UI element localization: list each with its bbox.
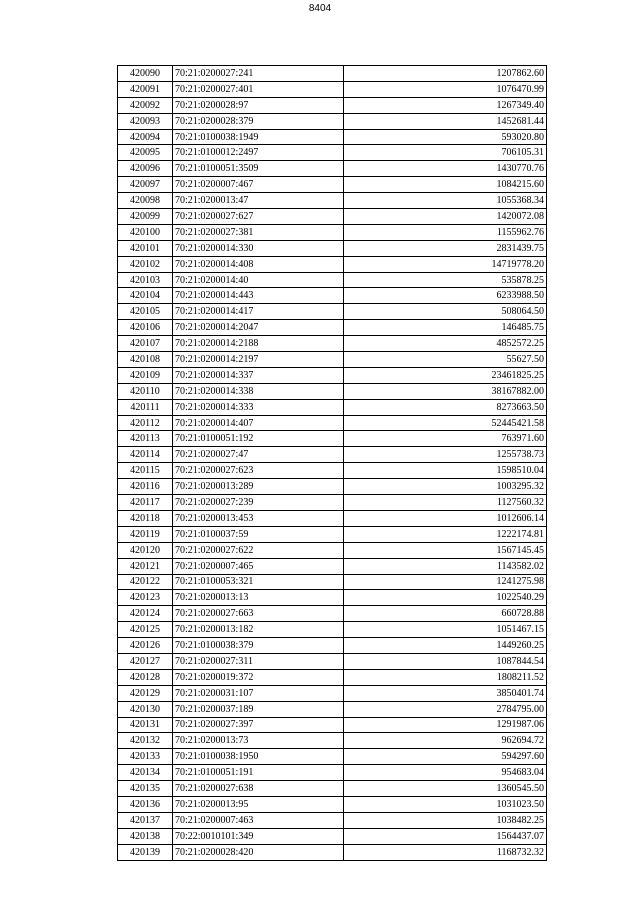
table-row (118, 240, 547, 256)
cadastral-value-cell: 1430770.76 (344, 161, 547, 177)
cadastral-number-cell: 70:21:0200027:239 (173, 495, 344, 511)
row-number-cell: 420118 (118, 510, 173, 526)
cadastral-number-cell: 70:21:0200013:13 (173, 590, 344, 606)
cadastral-number-cell: 70:21:0200019:372 (173, 669, 344, 685)
cadastral-number-cell: 70:21:0200027:623 (173, 463, 344, 479)
cadastral-number-cell: 70:21:0100051:192 (173, 431, 344, 447)
row-number-cell: 420123 (118, 590, 173, 606)
cadastral-number-cell: 70:21:0200027:627 (173, 209, 344, 225)
row-number-cell: 420090 (118, 66, 173, 82)
cadastral-value-cell: 1038482.25 (344, 812, 547, 828)
row-number-cell: 420101 (118, 240, 173, 256)
cadastral-value-cell: 1127560.32 (344, 495, 547, 511)
cadastral-number-cell: 70:21:0200013:73 (173, 733, 344, 749)
cadastral-number-cell: 70:21:0200014:408 (173, 256, 344, 272)
table-row (118, 828, 547, 844)
cadastral-value-cell: 4852572.25 (344, 336, 547, 352)
cadastral-number-cell: 70:21:0100038:1950 (173, 749, 344, 765)
cadastral-number-cell: 70:21:0100051:191 (173, 765, 344, 781)
table-row (118, 463, 547, 479)
row-number-cell: 420093 (118, 113, 173, 129)
table-row (118, 590, 547, 606)
table-row (118, 510, 547, 526)
cadastral-number-cell: 70:21:0200028:97 (173, 97, 344, 113)
table-row (118, 97, 547, 113)
cadastral-number-cell: 70:21:0200027:381 (173, 224, 344, 240)
row-number-cell: 420111 (118, 399, 173, 415)
table-row (118, 352, 547, 368)
table-row (118, 701, 547, 717)
table-row (118, 622, 547, 638)
cadastral-number-cell: 70:21:0200014:2197 (173, 352, 344, 368)
cadastral-number-cell: 70:21:0100037:59 (173, 526, 344, 542)
cadastral-number-cell: 70:21:0200027:311 (173, 653, 344, 669)
table-row (118, 193, 547, 209)
cadastral-value-cell: 1087844.54 (344, 653, 547, 669)
table-row (118, 733, 547, 749)
table-row (118, 177, 547, 193)
cadastral-number-cell: 70:21:0200014:2047 (173, 320, 344, 336)
table-row (118, 81, 547, 97)
cadastral-value-cell: 1598510.04 (344, 463, 547, 479)
row-number-cell: 420117 (118, 495, 173, 511)
cadastral-value-cell: 1012606.14 (344, 510, 547, 526)
cadastral-number-cell: 70:21:0200027:47 (173, 447, 344, 463)
row-number-cell: 420100 (118, 224, 173, 240)
row-number-cell: 420120 (118, 542, 173, 558)
table-row (118, 447, 547, 463)
row-number-cell: 420119 (118, 526, 173, 542)
cadastral-value-cell: 1567145.45 (344, 542, 547, 558)
table-row (118, 224, 547, 240)
row-number-cell: 420097 (118, 177, 173, 193)
row-number-cell: 420130 (118, 701, 173, 717)
table-row (118, 574, 547, 590)
cadastral-value-cell: 38167882.00 (344, 383, 547, 399)
table-row (118, 685, 547, 701)
cadastral-value-cell: 14719778.20 (344, 256, 547, 272)
cadastral-value-cell: 1255738.73 (344, 447, 547, 463)
cadastral-number-cell: 70:21:0200027:397 (173, 717, 344, 733)
table-row (118, 304, 547, 320)
cadastral-value-cell: 8273663.50 (344, 399, 547, 415)
cadastral-number-cell: 70:21:0200027:401 (173, 81, 344, 97)
cadastral-value-cell: 508064.50 (344, 304, 547, 320)
row-number-cell: 420121 (118, 558, 173, 574)
cadastral-value-cell: 1808211.52 (344, 669, 547, 685)
table-row (118, 542, 547, 558)
cadastral-number-cell: 70:21:0200013:182 (173, 622, 344, 638)
row-number-cell: 420104 (118, 288, 173, 304)
table-row (118, 399, 547, 415)
row-number-cell: 420136 (118, 796, 173, 812)
cadastral-value-cell: 535878.25 (344, 272, 547, 288)
page-number: 8404 (308, 3, 332, 14)
cadastral-number-cell: 70:21:0200007:465 (173, 558, 344, 574)
cadastral-value-cell: 593020.80 (344, 129, 547, 145)
row-number-cell: 420125 (118, 622, 173, 638)
row-number-cell: 420092 (118, 97, 173, 113)
row-number-cell: 420098 (118, 193, 173, 209)
cadastral-value-cell: 2831439.75 (344, 240, 547, 256)
cadastral-value-cell: 1143582.02 (344, 558, 547, 574)
row-number-cell: 420116 (118, 479, 173, 495)
cadastral-number-cell: 70:21:0200013:95 (173, 796, 344, 812)
cadastral-value-cell: 1076470.99 (344, 81, 547, 97)
row-number-cell: 420135 (118, 781, 173, 797)
row-number-cell: 420114 (118, 447, 173, 463)
table-row (118, 765, 547, 781)
cadastral-number-cell: 70:21:0100051:3509 (173, 161, 344, 177)
cadastral-number-cell: 70:21:0200014:40 (173, 272, 344, 288)
row-number-cell: 420110 (118, 383, 173, 399)
cadastral-number-cell: 70:21:0200013:453 (173, 510, 344, 526)
table-row (118, 320, 547, 336)
row-number-cell: 420107 (118, 336, 173, 352)
cadastral-number-cell: 70:21:0200007:467 (173, 177, 344, 193)
table-row (118, 796, 547, 812)
cadastral-number-cell: 70:21:0100038:379 (173, 638, 344, 654)
cadastral-number-cell: 70:21:0100012:2497 (173, 145, 344, 161)
cadastral-value-cell: 1222174.81 (344, 526, 547, 542)
cadastral-value-cell: 1452681.44 (344, 113, 547, 129)
row-number-cell: 420096 (118, 161, 173, 177)
cadastral-value-cell: 763971.60 (344, 431, 547, 447)
table-row (118, 749, 547, 765)
cadastral-value-cell: 1420072.08 (344, 209, 547, 225)
table-row (118, 431, 547, 447)
cadastral-number-cell: 70:21:0100038:1949 (173, 129, 344, 145)
table-row (118, 288, 547, 304)
cadastral-number-cell: 70:21:0200028:379 (173, 113, 344, 129)
row-number-cell: 420122 (118, 574, 173, 590)
row-number-cell: 420128 (118, 669, 173, 685)
cadastral-number-cell: 70:21:0200031:107 (173, 685, 344, 701)
cadastral-value-cell: 55627.50 (344, 352, 547, 368)
row-number-cell: 420139 (118, 844, 173, 860)
cadastral-value-cell: 6233988.50 (344, 288, 547, 304)
cadastral-number-cell: 70:21:0200007:463 (173, 812, 344, 828)
cadastral-number-cell: 70:21:0200014:417 (173, 304, 344, 320)
table-row (118, 717, 547, 733)
table-row (118, 129, 547, 145)
table-row (118, 272, 547, 288)
cadastral-value-cell: 1022540.29 (344, 590, 547, 606)
cadastral-value-cell: 2784795.00 (344, 701, 547, 717)
row-number-cell: 420095 (118, 145, 173, 161)
cadastral-number-cell: 70:21:0200027:622 (173, 542, 344, 558)
cadastral-number-cell: 70:21:0200037:189 (173, 701, 344, 717)
table-row (118, 367, 547, 383)
row-number-cell: 420109 (118, 367, 173, 383)
registry-table-body (118, 66, 547, 861)
row-number-cell: 420138 (118, 828, 173, 844)
cadastral-number-cell: 70:22:0010101:349 (173, 828, 344, 844)
cadastral-value-cell: 1360545.50 (344, 781, 547, 797)
cadastral-value-cell: 962694.72 (344, 733, 547, 749)
table-row (118, 844, 547, 860)
row-number-cell: 420129 (118, 685, 173, 701)
cadastral-value-cell: 594297.60 (344, 749, 547, 765)
cadastral-value-cell: 1031023.50 (344, 796, 547, 812)
cadastral-value-cell: 954683.04 (344, 765, 547, 781)
cadastral-number-cell: 70:21:0200014:333 (173, 399, 344, 415)
table-row (118, 145, 547, 161)
row-number-cell: 420099 (118, 209, 173, 225)
row-number-cell: 420137 (118, 812, 173, 828)
cadastral-value-cell: 146485.75 (344, 320, 547, 336)
cadastral-number-cell: 70:21:0100053:321 (173, 574, 344, 590)
table-row (118, 161, 547, 177)
table-row (118, 558, 547, 574)
cadastral-number-cell: 70:21:0200013:289 (173, 479, 344, 495)
cadastral-value-cell: 23461825.25 (344, 367, 547, 383)
cadastral-value-cell: 1084215.60 (344, 177, 547, 193)
row-number-cell: 420108 (118, 352, 173, 368)
cadastral-value-cell: 1051467.15 (344, 622, 547, 638)
row-number-cell: 420115 (118, 463, 173, 479)
cadastral-number-cell: 70:21:0200013:47 (173, 193, 344, 209)
table-row (118, 256, 547, 272)
cadastral-number-cell: 70:21:0200027:638 (173, 781, 344, 797)
table-row (118, 336, 547, 352)
row-number-cell: 420133 (118, 749, 173, 765)
row-number-cell: 420126 (118, 638, 173, 654)
row-number-cell: 420106 (118, 320, 173, 336)
cadastral-value-cell: 1564437.07 (344, 828, 547, 844)
cadastral-value-cell: 3850401.74 (344, 685, 547, 701)
table-row (118, 66, 547, 82)
cadastral-value-cell: 1241275.98 (344, 574, 547, 590)
table-row (118, 526, 547, 542)
cadastral-number-cell: 70:21:0200014:330 (173, 240, 344, 256)
cadastral-value-cell: 1291987.06 (344, 717, 547, 733)
table-row (118, 383, 547, 399)
cadastral-value-cell: 660728.88 (344, 606, 547, 622)
row-number-cell: 420103 (118, 272, 173, 288)
table-row (118, 653, 547, 669)
registry-table (117, 65, 547, 861)
cadastral-number-cell: 70:21:0200014:407 (173, 415, 344, 431)
row-number-cell: 420102 (118, 256, 173, 272)
table-row (118, 209, 547, 225)
table-row (118, 113, 547, 129)
cadastral-value-cell: 52445421.58 (344, 415, 547, 431)
row-number-cell: 420105 (118, 304, 173, 320)
table-row (118, 479, 547, 495)
cadastral-value-cell: 1267349.40 (344, 97, 547, 113)
cadastral-value-cell: 1168732.32 (344, 844, 547, 860)
table-row (118, 415, 547, 431)
table-row (118, 638, 547, 654)
row-number-cell: 420131 (118, 717, 173, 733)
table-row (118, 781, 547, 797)
cadastral-number-cell: 70:21:0200014:443 (173, 288, 344, 304)
row-number-cell: 420094 (118, 129, 173, 145)
row-number-cell: 420127 (118, 653, 173, 669)
cadastral-number-cell: 70:21:0200014:337 (173, 367, 344, 383)
cadastral-number-cell: 70:21:0200014:338 (173, 383, 344, 399)
row-number-cell: 420091 (118, 81, 173, 97)
row-number-cell: 420132 (118, 733, 173, 749)
cadastral-value-cell: 1207862.60 (344, 66, 547, 82)
table-row (118, 812, 547, 828)
cadastral-number-cell: 70:21:0200027:663 (173, 606, 344, 622)
table-row (118, 495, 547, 511)
cadastral-value-cell: 1449260.25 (344, 638, 547, 654)
table-row (118, 606, 547, 622)
cadastral-value-cell: 706105.31 (344, 145, 547, 161)
cadastral-number-cell: 70:21:0200028:420 (173, 844, 344, 860)
cadastral-number-cell: 70:21:0200027:241 (173, 66, 344, 82)
row-number-cell: 420112 (118, 415, 173, 431)
row-number-cell: 420124 (118, 606, 173, 622)
cadastral-number-cell: 70:21:0200014:2188 (173, 336, 344, 352)
row-number-cell: 420134 (118, 765, 173, 781)
cadastral-value-cell: 1155962.76 (344, 224, 547, 240)
table-row (118, 669, 547, 685)
row-number-cell: 420113 (118, 431, 173, 447)
cadastral-value-cell: 1003295.32 (344, 479, 547, 495)
cadastral-value-cell: 1055368.34 (344, 193, 547, 209)
